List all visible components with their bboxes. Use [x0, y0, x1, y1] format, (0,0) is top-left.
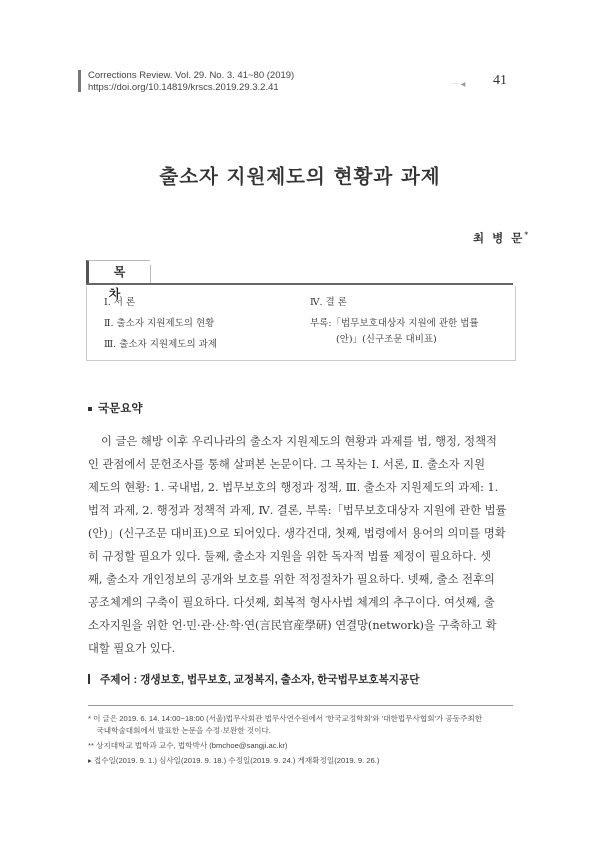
page-number: 41	[493, 73, 507, 88]
abstract-line: 째, 출소자 개인정보의 공개와 보호를 위한 적정절차가 필요하다. 넷째, 출소 전후의	[88, 573, 495, 586]
keywords-values: 갱생보호, 법무보호, 교정복지, 출소자, 한국법무보호복지공단	[140, 674, 420, 686]
toc-item: 부록:「법무보호대상자 지원에 관한 법률	[310, 318, 479, 329]
toc-divider	[86, 283, 513, 285]
toc-right-column	[310, 296, 479, 346]
keywords-separator: :	[130, 674, 141, 686]
abstract-body	[88, 430, 513, 660]
author	[473, 230, 528, 246]
footnote: ▸ 접수일(2019. 9. 1.) 심사일(2019. 9. 18.) 수정일(2019. 9. 24.) 게재확정일(2019. 9. 26.)	[88, 756, 380, 765]
abstract-line: 인 관점에서 문헌조사를 통해 살펴본 논문이다. 그 목차는 Ⅰ. 서론, Ⅱ. 출소자 지원	[88, 458, 485, 471]
abstract-line: (안)」(신구조문 대비표)으로 되어있다. 생각건대, 첫째, 법령에서 용어의 의미를 명확	[88, 527, 506, 540]
footnote: * 이 글은 2019. 6. 14. 14:00~18:00 (서울)법무사회관 법무사연수원에서 '한국교정학회'와 '대한법무사협회'가 공동주최한	[88, 714, 483, 723]
footnote: 국내학술대회에서 발표한 논문을 수정·보완한 것이다.	[88, 726, 271, 735]
keyword-marker-icon	[88, 674, 97, 684]
keywords	[88, 672, 420, 687]
abstract-line: 소자지원을 위한 언·민·관·산·학·연(言民官産學硏) 연결망(network)을 구축하고 확	[88, 619, 497, 632]
journal-header	[88, 70, 294, 93]
footnote: ** 상지대학교 법학과 교수, 법학박사 (bmchoe@sangji.ac.kr)	[88, 741, 288, 750]
abstract-line: 히 규정할 필요가 있다. 둘째, 출소자 지원을 위한 독자적 법률 제정이 필요하다. 셋	[88, 550, 492, 563]
keywords-label: 주제어	[100, 674, 131, 686]
square-bullet-icon	[88, 407, 92, 411]
journal-citation: Corrections Review. Vol. 29. No. 3. 41~80 (2019)	[88, 70, 295, 81]
doi-link[interactable]: https://doi.org/10.14819/krscs.2019.29.3.2.41	[88, 81, 279, 93]
toc-heading	[86, 260, 150, 301]
header-rule	[78, 70, 81, 92]
toc-left-column	[104, 296, 217, 351]
paper-title: 출소자 지원제도의 현황과 과제	[159, 165, 441, 188]
footnote-rule	[88, 705, 513, 706]
abstract-line: 대할 필요가 있다.	[88, 642, 176, 655]
toc-item: (안)」(신구조문 대비표)	[336, 334, 437, 345]
toc-item: Ⅲ. 출소자 지원제도의 과제	[104, 339, 218, 350]
author-name: 최 병 문	[472, 231, 525, 245]
toc-heading-text: 목 차	[108, 265, 136, 301]
abstract-line: 법적 과제, 2. 행정과 정책적 과제, Ⅳ. 결론, 부록:「법무보호대상자 지원에 관한 법률	[88, 504, 507, 517]
author-footnote-mark: *	[524, 230, 528, 240]
abstract-line: 제도의 현황: 1. 국내법, 2. 법무보호의 행정과 정책, Ⅲ. 출소자 지원제도의 과제: 1.	[88, 481, 499, 494]
abstract-line: 공조체계의 구축이 필요하다. 다섯째, 회복적 형사사법 체계의 추구이다. 여섯째, 출	[88, 596, 495, 609]
toc-item: Ⅰ. 서 론	[104, 297, 136, 308]
abstract-line: 이 글은 해방 이후 우리나라의 출소자 지원제도의 현황과 과제를 법, 행정, 정책적	[101, 435, 497, 448]
page-mark: ㅡ ◀	[453, 81, 466, 88]
abstract-heading	[88, 400, 142, 416]
abstract-heading-text: 국문요약	[98, 403, 143, 415]
toc-item: Ⅳ. 결 론	[310, 297, 347, 308]
toc-item: Ⅱ. 출소자 지원제도의 현황	[104, 318, 215, 329]
